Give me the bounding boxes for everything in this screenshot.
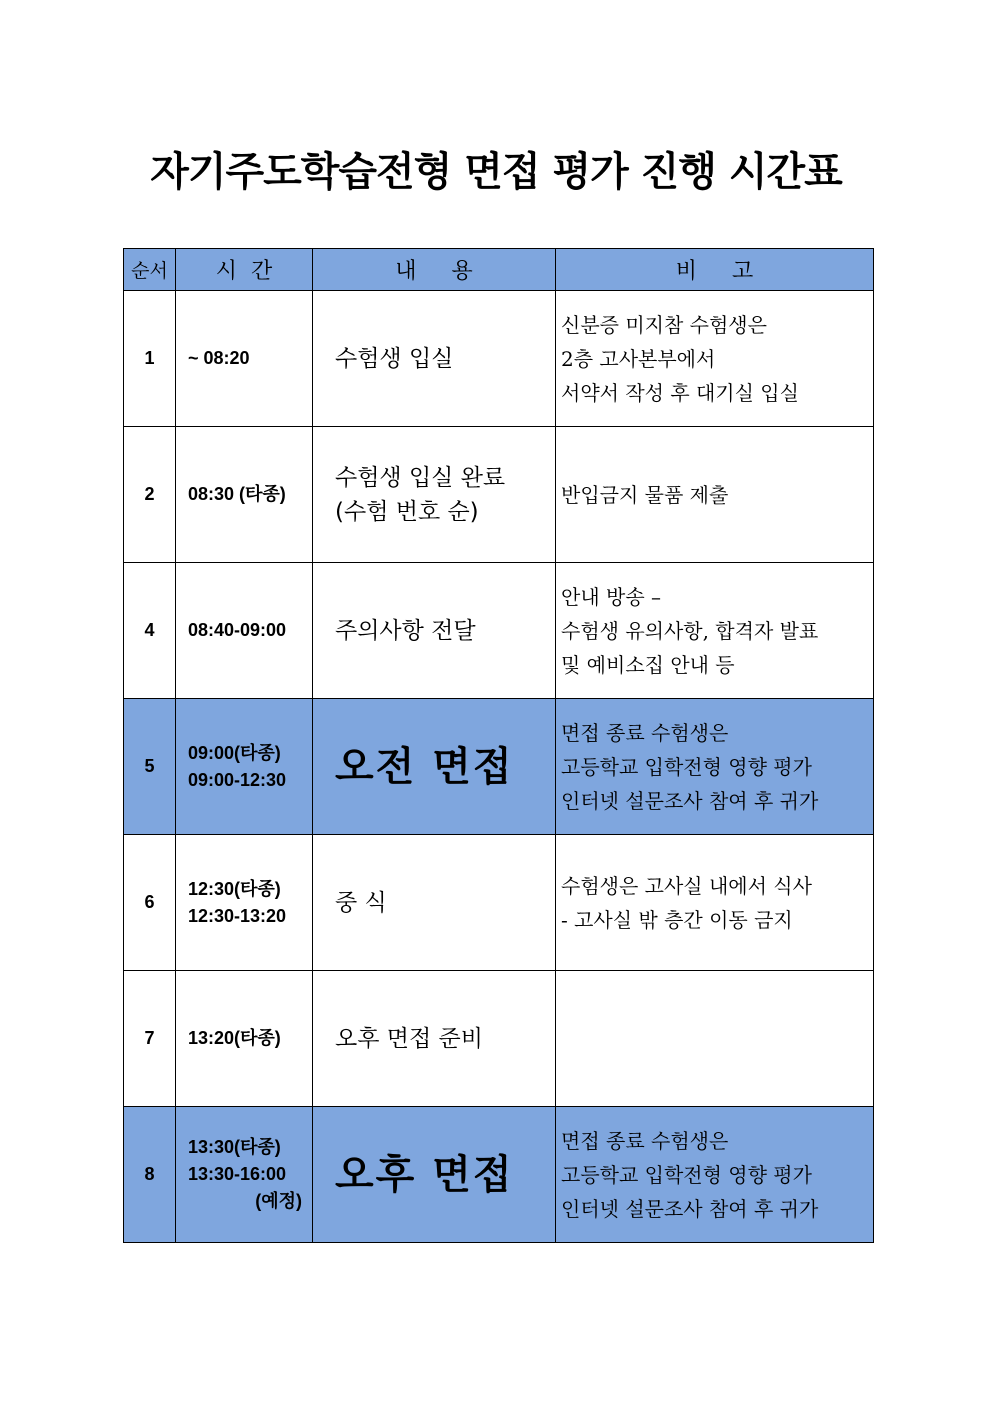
row-no: 2 [124, 427, 176, 563]
page-title: 자기주도학습전형 면접 평가 진행 시간표 [150, 149, 842, 195]
row-no: 4 [124, 563, 176, 699]
header-no: 순서 [124, 249, 176, 291]
row-time: ~ 08:20 [176, 291, 313, 427]
row-no: 8 [124, 1107, 176, 1243]
table-row [124, 971, 874, 1107]
row-note: 면접 종료 수험생은 고등학교 입학전형 영향 평가 인터넷 설문조사 참여 후 귀가 [556, 699, 874, 835]
table-row [124, 699, 874, 835]
row-time: 13:30(타종) 13:30-16:00 (예정) [176, 1107, 313, 1243]
row-note: 수험생은 고사실 내에서 식사 - 고사실 밖 층간 이동 금지 [556, 835, 874, 971]
row-note: 안내 방송 – 수험생 유의사항, 합격자 발표 및 예비소집 안내 등 [556, 563, 874, 699]
header-time: 시 간 [176, 249, 313, 291]
row-note: 반입금지 물품 제출 [556, 427, 874, 563]
schedule-table [123, 248, 874, 1243]
row-content: 오후 면접 준비 [313, 971, 556, 1107]
row-time: 08:40-09:00 [176, 563, 313, 699]
table-row [124, 563, 874, 699]
table-row [124, 427, 874, 563]
header-row [124, 249, 874, 291]
row-content: 수험생 입실 완료 (수험 번호 순) [313, 427, 556, 563]
row-content: 수험생 입실 [313, 291, 556, 427]
row-time: 13:20(타종) [176, 971, 313, 1107]
row-content: 오전 면접 [313, 699, 556, 835]
header-content: 내 용 [313, 249, 556, 291]
table-row [124, 835, 874, 971]
row-note [556, 971, 874, 1107]
table-row [124, 1107, 874, 1243]
row-no: 7 [124, 971, 176, 1107]
row-content: 중 식 [313, 835, 556, 971]
row-no: 5 [124, 699, 176, 835]
header-note: 비 고 [556, 249, 874, 291]
row-time: 09:00(타종) 09:00-12:30 [176, 699, 313, 835]
row-no: 6 [124, 835, 176, 971]
row-time: 12:30(타종) 12:30-13:20 [176, 835, 313, 971]
table-row [124, 291, 874, 427]
row-content: 오후 면접 [313, 1107, 556, 1243]
row-note: 신분증 미지참 수험생은 2층 고사본부에서 서약서 작성 후 대기실 입실 [556, 291, 874, 427]
row-no: 1 [124, 291, 176, 427]
row-content: 주의사항 전달 [313, 563, 556, 699]
row-note: 면접 종료 수험생은 고등학교 입학전형 영향 평가 인터넷 설문조사 참여 후 귀가 [556, 1107, 874, 1243]
row-time: 08:30 (타종) [176, 427, 313, 563]
